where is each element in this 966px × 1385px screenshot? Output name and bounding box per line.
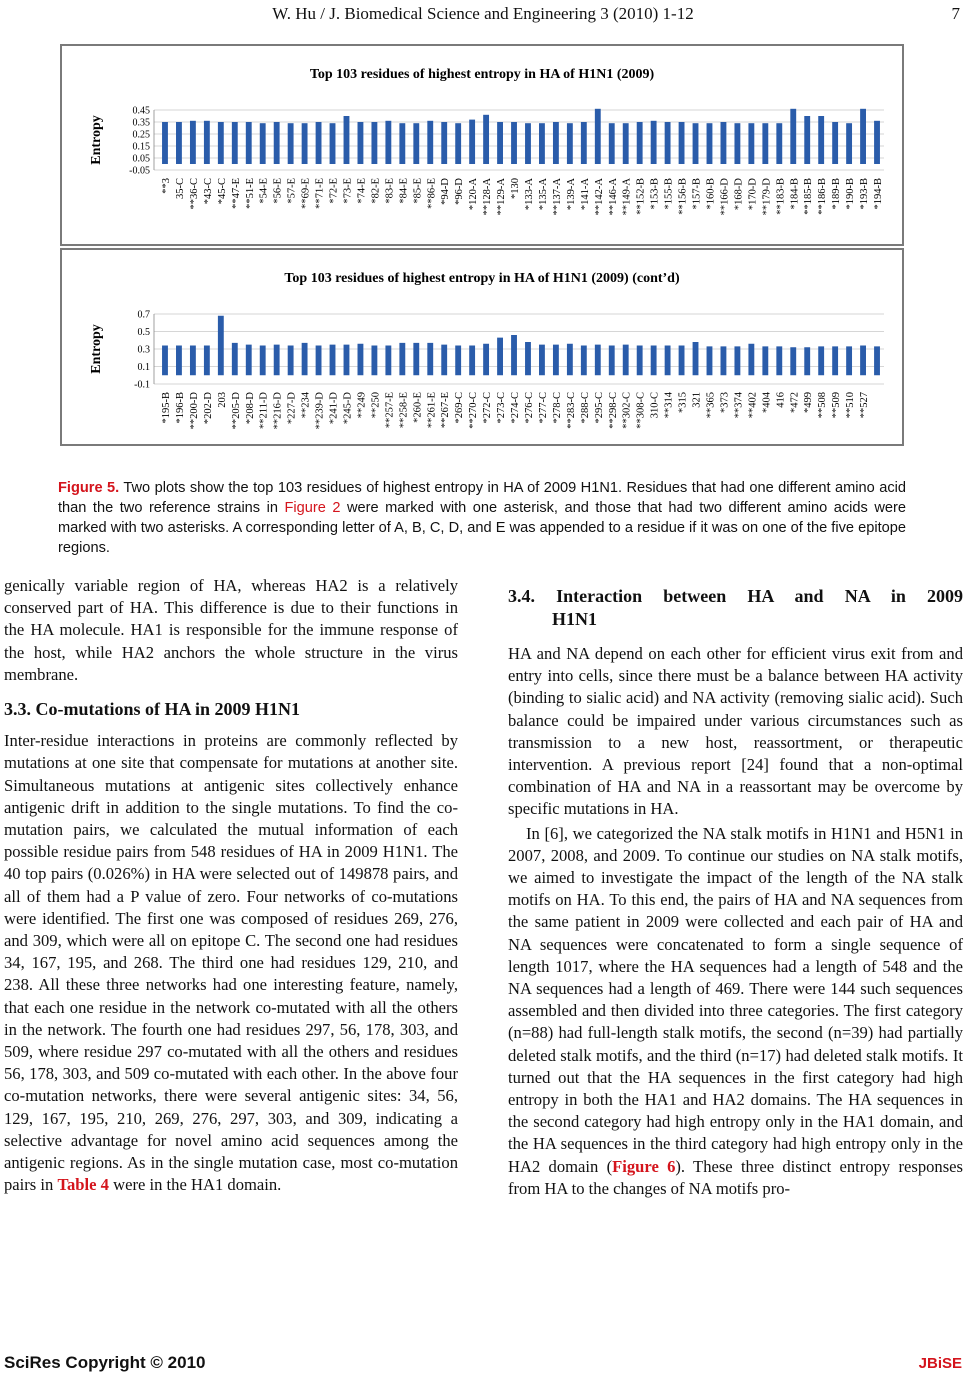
bar bbox=[734, 123, 740, 164]
x-tick-label: *153-B bbox=[649, 178, 661, 210]
bar bbox=[427, 121, 433, 164]
bar bbox=[637, 346, 643, 376]
bar bbox=[860, 346, 866, 376]
x-tick-label: *141-A bbox=[579, 178, 591, 211]
bar bbox=[790, 109, 796, 164]
y-tick-label: 0.3 bbox=[137, 344, 150, 356]
bar bbox=[846, 123, 852, 164]
x-tick-label: **36-C bbox=[188, 178, 200, 210]
x-tick-label: *83-E bbox=[384, 178, 396, 204]
x-tick-label: **71-E bbox=[314, 178, 326, 209]
bar bbox=[358, 344, 364, 376]
bar bbox=[693, 123, 699, 164]
bar bbox=[190, 346, 196, 376]
x-tick-label: **365 bbox=[705, 392, 717, 419]
bar bbox=[581, 346, 587, 376]
bar bbox=[860, 109, 866, 164]
x-tick-label: *184-B bbox=[789, 178, 801, 210]
right-paragraph-1: HA and NA depend on each other for efficient virus exit from and entry into cells, since there must be a balance between HA activity (binding to sialic acid) and NA activity (removing sialic acid). Such balance could be impaired under various circumstances such as transmission to a new host, reassortment, or therapeutic intervention. A previous report [24] found that a non-optimal combination of HA and NA in a reassortant may be overcome by specific mutations in HA. bbox=[508, 644, 963, 819]
bar bbox=[288, 123, 294, 164]
x-tick-label: **47-E bbox=[230, 178, 242, 209]
x-tick-label: *208-D bbox=[244, 392, 256, 425]
bar bbox=[846, 346, 852, 375]
x-tick-label: **402 bbox=[747, 392, 759, 419]
bar bbox=[553, 345, 559, 376]
bar bbox=[455, 346, 461, 376]
bar bbox=[651, 346, 657, 376]
bar bbox=[679, 346, 685, 376]
x-tick-label: *202-D bbox=[202, 392, 214, 425]
y-tick-label: -0.1 bbox=[134, 379, 150, 391]
bar bbox=[790, 347, 796, 375]
x-tick-label: **149-A bbox=[621, 178, 633, 216]
x-tick-label: *404 bbox=[761, 392, 773, 413]
y-tick-label: 0.15 bbox=[132, 141, 150, 153]
x-tick-label: *227-D bbox=[286, 392, 298, 425]
bar bbox=[679, 122, 685, 164]
bar bbox=[274, 122, 280, 164]
x-tick-label: *133-A bbox=[523, 178, 535, 211]
bar bbox=[162, 346, 168, 376]
x-tick-label: **86-E bbox=[426, 178, 438, 209]
bar bbox=[232, 343, 238, 375]
bar bbox=[260, 346, 266, 376]
left-paragraph-1: genically variable region of HA, whereas HA2 is a relatively conserved part of HA. This difference is due to their functions in the HA molecule. HA1 is responsible for the immune response of the host, while HA2 anchors the whole structure in the virus membrane. bbox=[4, 576, 458, 684]
bar bbox=[497, 122, 503, 164]
x-tick-label: **298-C bbox=[607, 392, 619, 429]
bar bbox=[218, 122, 224, 164]
bar bbox=[707, 123, 713, 164]
bar bbox=[874, 346, 880, 375]
x-tick-label: **137-A bbox=[551, 178, 563, 216]
right-paragraph-2-text: In [6], we categorized the NA stalk motifs in H1N1 and H5N1 in 2007, 2008, and 2009. To continue our studies on NA stalk motifs, we aimed to investigate the impact of the length of the NA stalk motifs on HA. To this end, the pairs of HA and NA sequences from the same patient in 2009 were collected and each pair of HA and NA sequences were concatenated to form a single sequence of length 1017, where the HA sequences had a length of 548 and the NA sequences had a length of 469. There were 144 such sequences assembled and then divided into three categories. The first category (n=88) had full-length stalk motifs, the second (n=39) had partially deleted stalk motifs, and the third (n=17) had deleted stalk motifs. It turned out that the HA sequences in the first category had high entropy in both the HA1 and HA2 domains. The HA sequences in the second category had high entropy only in the HA1 domain, and the HA sequences in the third category had high entropy only in the HA2 domain ( bbox=[508, 823, 963, 1176]
x-tick-label: *195-B bbox=[160, 392, 172, 424]
x-tick-label: *135-A bbox=[537, 178, 549, 211]
x-tick-label: **179-D bbox=[761, 178, 773, 216]
x-tick-label: *190-B bbox=[845, 178, 857, 210]
running-header bbox=[0, 4, 966, 24]
x-tick-label: **211-D bbox=[258, 392, 270, 429]
bar bbox=[818, 346, 824, 375]
x-tick-label: **185-B bbox=[803, 178, 815, 215]
x-tick-label: **142-A bbox=[593, 178, 605, 216]
x-tick-label: *277-C bbox=[537, 392, 549, 424]
x-tick-label: **527 bbox=[859, 392, 871, 419]
x-tick-label: **146-A bbox=[607, 178, 619, 216]
right-paragraph-2 bbox=[508, 823, 963, 1200]
bar bbox=[302, 343, 308, 375]
bar bbox=[804, 347, 810, 375]
figure-6-link[interactable]: Figure 6 bbox=[612, 1156, 676, 1176]
copyright: SciRes Copyright © 2010 bbox=[4, 1353, 206, 1372]
bar bbox=[385, 121, 391, 164]
y-tick-label: 0.1 bbox=[137, 362, 150, 373]
bar bbox=[413, 123, 419, 164]
x-tick-label: *278-C bbox=[551, 392, 563, 424]
x-tick-label: *130 bbox=[510, 178, 522, 199]
chart-title: Top 103 residues of highest entropy in HA of H1N1 (2009) bbox=[309, 67, 655, 82]
bar bbox=[637, 122, 643, 164]
figure-5 bbox=[58, 44, 906, 446]
bar bbox=[246, 345, 252, 376]
x-tick-label: *373 bbox=[719, 392, 731, 413]
x-tick-label: **267-E bbox=[440, 392, 452, 429]
bar bbox=[441, 345, 447, 376]
x-tick-label: **258-E bbox=[398, 392, 410, 429]
x-tick-label: *160-B bbox=[705, 178, 717, 210]
bar bbox=[330, 123, 336, 164]
bar bbox=[832, 122, 838, 164]
bar bbox=[762, 123, 768, 164]
bar bbox=[832, 346, 838, 375]
bar bbox=[623, 345, 629, 376]
x-tick-label: **308-C bbox=[635, 392, 647, 429]
x-tick-label: **3 bbox=[160, 178, 172, 194]
figure-label: Figure 5. bbox=[58, 480, 120, 496]
bar bbox=[553, 122, 559, 164]
x-tick-label: *241-D bbox=[328, 392, 340, 425]
bar bbox=[525, 123, 531, 164]
bar bbox=[665, 346, 671, 376]
bar bbox=[609, 346, 615, 376]
x-tick-label: **128-A bbox=[482, 178, 494, 216]
bar bbox=[483, 344, 489, 376]
bar bbox=[511, 122, 517, 164]
bar bbox=[246, 122, 252, 164]
x-tick-label: **51-E bbox=[244, 178, 256, 209]
bar bbox=[595, 345, 601, 376]
bar bbox=[204, 121, 210, 164]
bar bbox=[441, 122, 447, 164]
bar bbox=[539, 123, 545, 164]
x-tick-label: **129-A bbox=[496, 178, 508, 216]
bar bbox=[665, 122, 671, 164]
chart-title: Top 103 residues of highest entropy in HA of H1N1 (2009) (cont’d) bbox=[284, 271, 680, 286]
x-tick-label: *84-E bbox=[398, 178, 410, 204]
x-tick-label: *196-B bbox=[174, 392, 186, 424]
x-tick-label: *57-E bbox=[286, 178, 298, 204]
bar bbox=[567, 123, 573, 164]
x-tick-label: 203 bbox=[216, 392, 228, 408]
x-tick-label: *168-D bbox=[733, 178, 745, 211]
x-tick-label: *273-C bbox=[496, 392, 508, 424]
journal-abbrev: JBiSE bbox=[918, 1355, 962, 1372]
y-tick-label: 0.7 bbox=[137, 309, 150, 321]
caption-text-a: Two plots show the top 103 residues of highest entropy in HA of 2009 H1N1. Residues that had one different amino acid than the two reference strains in bbox=[58, 480, 906, 516]
bar bbox=[776, 346, 782, 375]
bar bbox=[218, 316, 224, 376]
x-tick-label: **156-B bbox=[677, 178, 689, 215]
x-tick-label: *245-D bbox=[342, 392, 354, 425]
x-tick-label: *288-C bbox=[579, 392, 591, 424]
chart-panel-2 bbox=[60, 248, 904, 446]
bar bbox=[190, 121, 196, 164]
x-tick-label: *120-A bbox=[468, 178, 480, 211]
x-tick-label: **257-E bbox=[384, 392, 396, 429]
chart-1 bbox=[62, 46, 902, 244]
left-paragraph-2-text: Inter-residue interactions in proteins are commonly reflected by mutations at one site that compensate for mutations at another site. Simultaneous mutations at antigenic sites collectively enhance antigenic drift in addition to the single mutations. To find the co-mutation pairs, we calculated the mutual information of each possible residue pairs from 548 residues of HA in 2009 H1N1. The 40 top pairs (0.026%) in HA were selected out of 149878 pairs, and all of them had a P value of zero. Four networks of co-mutations were identified. The first one was composed of residues 269, 276, and 309, which were all on epitope C. The second one had residues 34, 167, 195, and 268. The third one had residues 129, 210, and 238. All these three networks had one interesting feature, namely, that each one residue in the network co-mutated with all the others in the network. The fourth one had residues 297, 56, 178, 303, and 509, where residue 297 co-mutated with all the others and residues 56, 178, 303, and 509 co-mutated with each other. In the above four co-mutation networks, there were several antigenic sites: 34, 56, 129, 167, 195, 210, 269, 276, 297, 303, and 309, indicating a selective advantage for novel amino acid sequences among the antigenic regions. As in the single mutation case, most co-mutation pairs in bbox=[4, 731, 458, 1195]
figure-2-link[interactable]: Figure 2 bbox=[284, 500, 341, 516]
bar bbox=[539, 345, 545, 376]
y-tick-label: 0.5 bbox=[137, 327, 150, 338]
bar bbox=[874, 121, 880, 164]
x-tick-label: *82-E bbox=[370, 178, 382, 204]
bar bbox=[385, 346, 391, 376]
left-column bbox=[4, 575, 458, 1196]
left-paragraph-2 bbox=[4, 730, 458, 1196]
x-tick-label: *193-B bbox=[859, 178, 871, 210]
bar bbox=[581, 122, 587, 164]
bar bbox=[399, 343, 405, 375]
bar bbox=[302, 123, 308, 164]
bar bbox=[609, 123, 615, 164]
y-tick-label: 0.45 bbox=[132, 105, 150, 117]
x-tick-label: *189-B bbox=[831, 178, 843, 210]
bar bbox=[748, 123, 754, 164]
bar bbox=[288, 346, 294, 376]
left-paragraph-2-end: were in the HA1 domain. bbox=[108, 1175, 282, 1195]
bar bbox=[469, 346, 475, 376]
right-column bbox=[508, 585, 963, 1200]
x-tick-label: *139-A bbox=[565, 178, 577, 211]
x-tick-label: 321 bbox=[691, 392, 703, 408]
x-tick-label: **205-D bbox=[230, 392, 242, 430]
x-tick-label: **270-C bbox=[468, 392, 480, 429]
y-axis-label: Entropy bbox=[89, 324, 104, 374]
bar bbox=[399, 123, 405, 164]
x-tick-label: *72-E bbox=[328, 178, 340, 204]
x-tick-label: *85-E bbox=[412, 178, 424, 204]
caption-text-b: were marked with one asterisk, and those that had two different amino acids were marked with two asterisks. A corresponding letter of A, B, C, D, and E was appended to a residue if it was on one of the five epitope regions. bbox=[58, 500, 906, 556]
x-tick-label: *194-B bbox=[873, 178, 885, 210]
bar bbox=[469, 120, 475, 164]
bar bbox=[316, 346, 322, 376]
bar bbox=[427, 343, 433, 375]
x-tick-label: *472 bbox=[789, 392, 801, 413]
y-tick-label: -0.05 bbox=[129, 165, 150, 177]
x-tick-label: **69-E bbox=[300, 178, 312, 209]
x-tick-label: **183-B bbox=[775, 178, 787, 215]
x-tick-label: **249 bbox=[356, 392, 368, 419]
y-tick-label: 0.35 bbox=[132, 117, 150, 129]
bar bbox=[483, 115, 489, 164]
x-tick-label: *54-E bbox=[258, 178, 270, 204]
x-tick-label: *96-D bbox=[454, 178, 466, 205]
bar bbox=[176, 122, 182, 164]
x-tick-label: *157-B bbox=[691, 178, 703, 210]
right-paragraph-2-end: ). These three distinct entropy responses from HA to the changes of NA motifs pro- bbox=[508, 1156, 963, 1198]
x-tick-label: *269-C bbox=[454, 392, 466, 424]
bar bbox=[455, 123, 461, 164]
bar bbox=[623, 123, 629, 164]
x-tick-label: *45-C bbox=[216, 178, 228, 205]
x-tick-label: **302-C bbox=[621, 392, 633, 429]
y-tick-label: 0.05 bbox=[132, 153, 150, 165]
x-tick-label: **239-D bbox=[314, 392, 326, 430]
chart-2 bbox=[62, 250, 902, 444]
x-tick-label: *260-E bbox=[412, 392, 424, 423]
x-tick-label: *272-C bbox=[482, 392, 494, 424]
bar bbox=[358, 122, 364, 164]
bar bbox=[818, 116, 824, 164]
bar bbox=[344, 116, 350, 164]
bar bbox=[734, 346, 740, 375]
bar bbox=[776, 123, 782, 164]
page-number: 7 bbox=[951, 4, 960, 23]
bar bbox=[651, 121, 657, 164]
x-tick-label: *499 bbox=[803, 392, 815, 413]
section-heading-3-4-line1: 3.4. Interaction between HA and NA in 2009 bbox=[508, 586, 963, 606]
x-tick-label: *295-C bbox=[593, 392, 605, 424]
x-tick-label: **250 bbox=[370, 392, 382, 419]
x-tick-label: **166-D bbox=[719, 178, 731, 216]
x-tick-label: **314 bbox=[663, 392, 675, 419]
bar bbox=[748, 344, 754, 376]
bar bbox=[595, 109, 601, 164]
x-tick-label: 310-C bbox=[649, 392, 661, 419]
bar bbox=[344, 345, 350, 376]
x-tick-label: *43-C bbox=[202, 178, 214, 205]
x-tick-label: *170-D bbox=[747, 178, 759, 211]
chart-panel-1 bbox=[60, 44, 904, 246]
page-footer bbox=[0, 1353, 966, 1379]
bar bbox=[497, 338, 503, 376]
x-tick-label: **510 bbox=[845, 392, 857, 419]
bar bbox=[413, 343, 419, 375]
x-tick-label: *315 bbox=[677, 392, 689, 413]
section-heading-3-4-line2: H1N1 bbox=[552, 609, 597, 629]
bar bbox=[525, 342, 531, 375]
bar bbox=[232, 122, 238, 164]
x-tick-label: **283-C bbox=[565, 392, 577, 429]
bar bbox=[371, 122, 377, 164]
bar bbox=[567, 344, 573, 376]
x-tick-label: *276-C bbox=[523, 392, 535, 424]
x-tick-label: **374 bbox=[733, 392, 745, 419]
y-tick-label: 0.25 bbox=[132, 129, 150, 141]
bar bbox=[260, 123, 266, 164]
section-heading-3-4 bbox=[508, 585, 963, 631]
bar bbox=[721, 346, 727, 375]
bar bbox=[176, 346, 182, 376]
bar bbox=[762, 346, 768, 375]
bar bbox=[204, 346, 210, 376]
bar bbox=[274, 345, 280, 376]
section-heading-3-3: 3.3. Co-mutations of HA in 2009 H1N1 bbox=[4, 699, 301, 720]
x-tick-label: 416 bbox=[775, 392, 787, 408]
bar bbox=[371, 346, 377, 376]
running-title: W. Hu / J. Biomedical Science and Engineering 3 (2010) 1-12 bbox=[272, 4, 694, 23]
x-tick-label: *73-E bbox=[342, 178, 354, 204]
bar bbox=[721, 122, 727, 164]
x-tick-label: **234 bbox=[300, 392, 312, 419]
table-4-link[interactable]: Table 4 bbox=[57, 1175, 109, 1195]
bar bbox=[804, 116, 810, 164]
x-tick-label: **508 bbox=[817, 392, 829, 419]
x-tick-label: **200-D bbox=[188, 392, 200, 430]
x-tick-label: **261-E bbox=[426, 392, 438, 429]
x-tick-label: 35-C bbox=[174, 178, 186, 199]
y-axis-label: Entropy bbox=[89, 115, 104, 165]
x-tick-label: **152-B bbox=[635, 178, 647, 215]
x-tick-label: **216-D bbox=[272, 392, 284, 430]
bar bbox=[316, 122, 322, 164]
bar bbox=[693, 342, 699, 375]
x-tick-label: *74-E bbox=[356, 178, 368, 204]
x-tick-label: *94-D bbox=[440, 178, 452, 205]
bar bbox=[511, 335, 517, 375]
bar bbox=[162, 122, 168, 164]
figure-caption bbox=[58, 478, 906, 558]
x-tick-label: *274-C bbox=[510, 392, 522, 424]
x-tick-label: *155-B bbox=[663, 178, 675, 210]
x-tick-label: **509 bbox=[831, 392, 843, 419]
x-tick-label: *56-E bbox=[272, 178, 284, 204]
bar bbox=[330, 345, 336, 376]
bar bbox=[707, 346, 713, 375]
x-tick-label: **186-B bbox=[817, 178, 829, 215]
